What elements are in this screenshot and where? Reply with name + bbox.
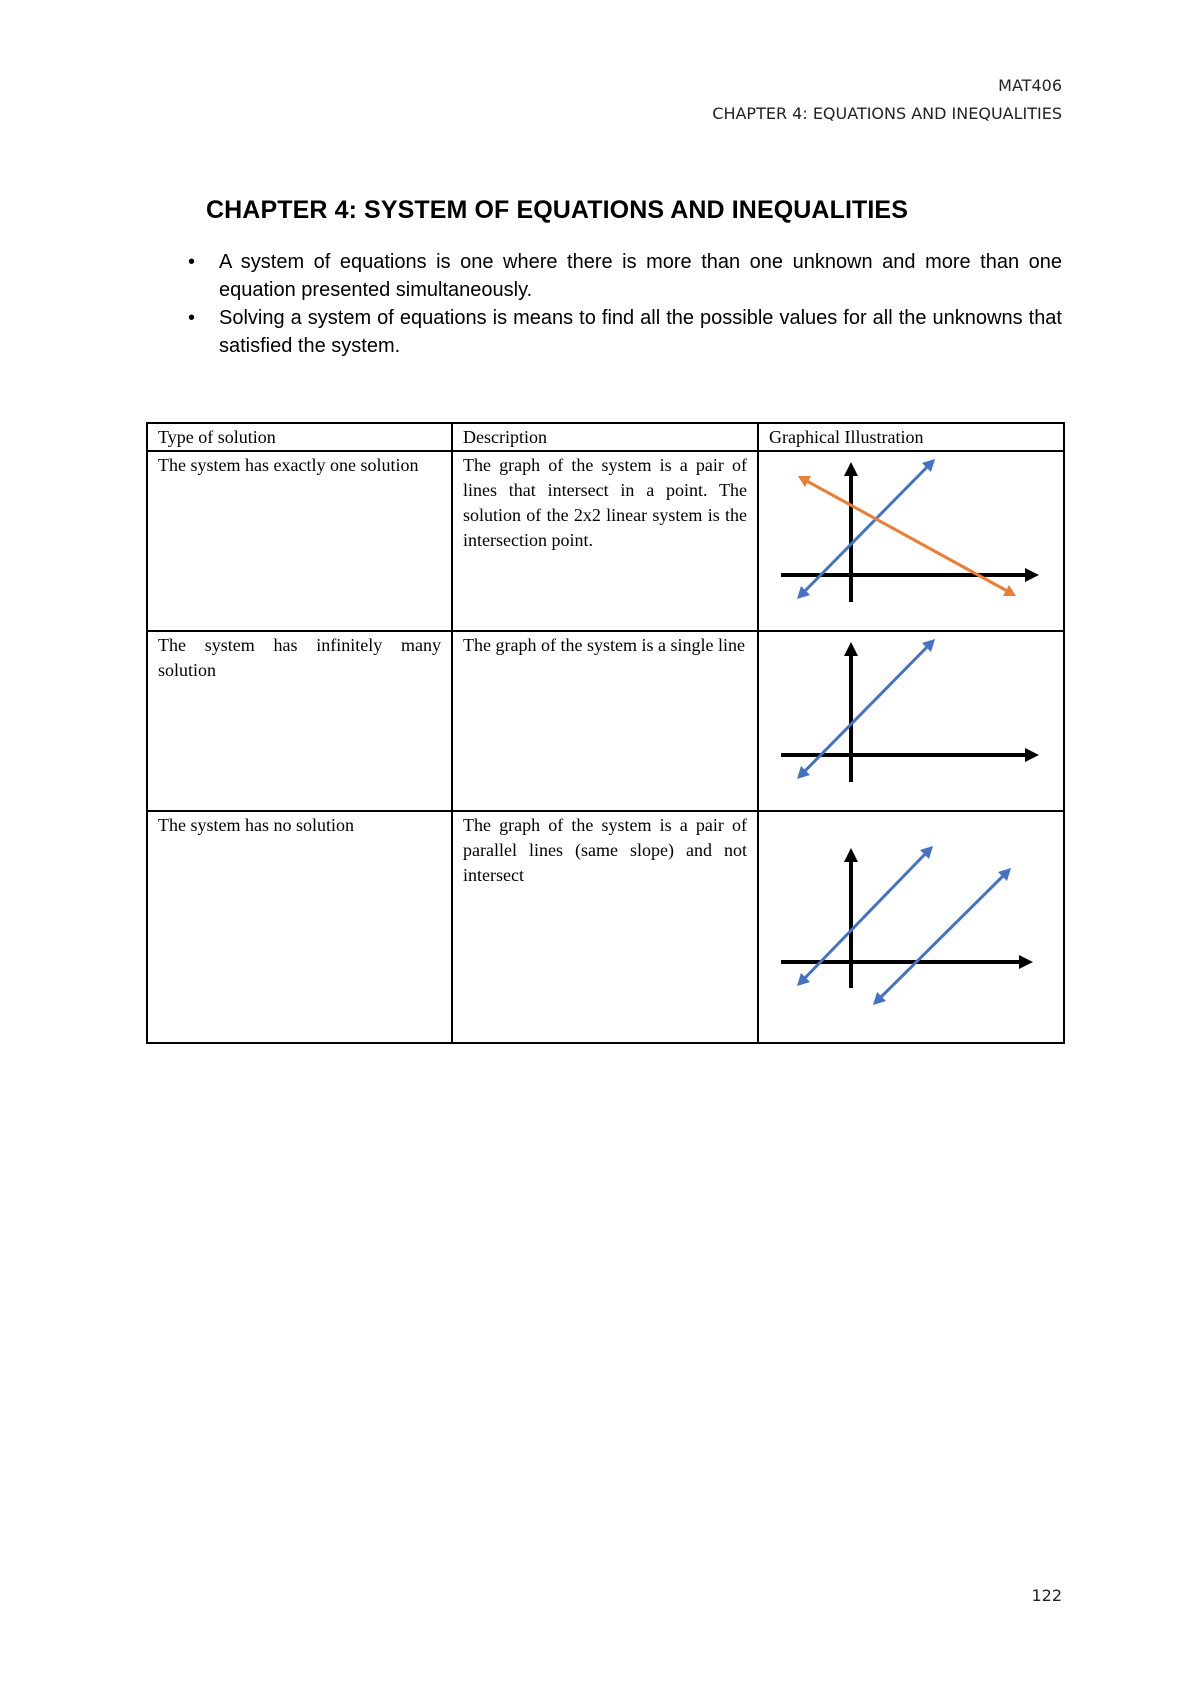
running-header [712,72,1062,128]
single-line-graph [759,632,1063,810]
course-code: MAT406 [998,76,1062,95]
bullet-item: • A system of equations is one where there is more than one unknown and more than one equation presented simultaneously. [188,248,1062,304]
table-row [147,451,1064,631]
page-number: 122 [1031,1586,1062,1605]
solution-type-cell: The system has infinitely many solution [147,631,452,811]
bullet-dot-icon: • [188,251,196,273]
blue-line [797,639,935,779]
solutions-table [146,422,1065,1044]
chapter-label: CHAPTER 4: EQUATIONS AND INEQUALITIES [712,104,1062,123]
table-row [147,811,1064,1043]
header-type: Type of solution [147,423,452,451]
table-row [147,631,1064,811]
bullet-item: • Solving a system of equations is means to find all the possible values for all the unknowns that satisfied the system. [188,304,1062,360]
parallel-lines-graph [759,812,1063,1042]
table-header-row [147,423,1064,451]
bullet-dot-icon: • [188,307,196,329]
orange-line [798,476,1016,596]
axes [781,848,1033,988]
graph-cell [758,451,1064,631]
solution-type-cell: The system has exactly one solution [147,451,452,631]
bullet-list [188,248,1062,360]
solution-description-cell: The graph of the system is a single line [452,631,758,811]
intersecting-lines-graph [759,452,1063,630]
header-graph: Graphical Illustration [758,423,1064,451]
graph-cell [758,631,1064,811]
solution-type-cell: The system has no solution [147,811,452,1043]
solution-description-cell: The graph of the system is a pair of lines that intersect in a point. The solution of the 2x2 linear system is the intersection point. [452,451,758,631]
blue-line [797,459,935,599]
blue-line [873,868,1011,1005]
graph-cell [758,811,1064,1043]
header-description: Description [452,423,758,451]
page-title: CHAPTER 4: SYSTEM OF EQUATIONS AND INEQUALITIES [206,196,908,224]
solution-description-cell: The graph of the system is a pair of parallel lines (same slope) and not intersect [452,811,758,1043]
